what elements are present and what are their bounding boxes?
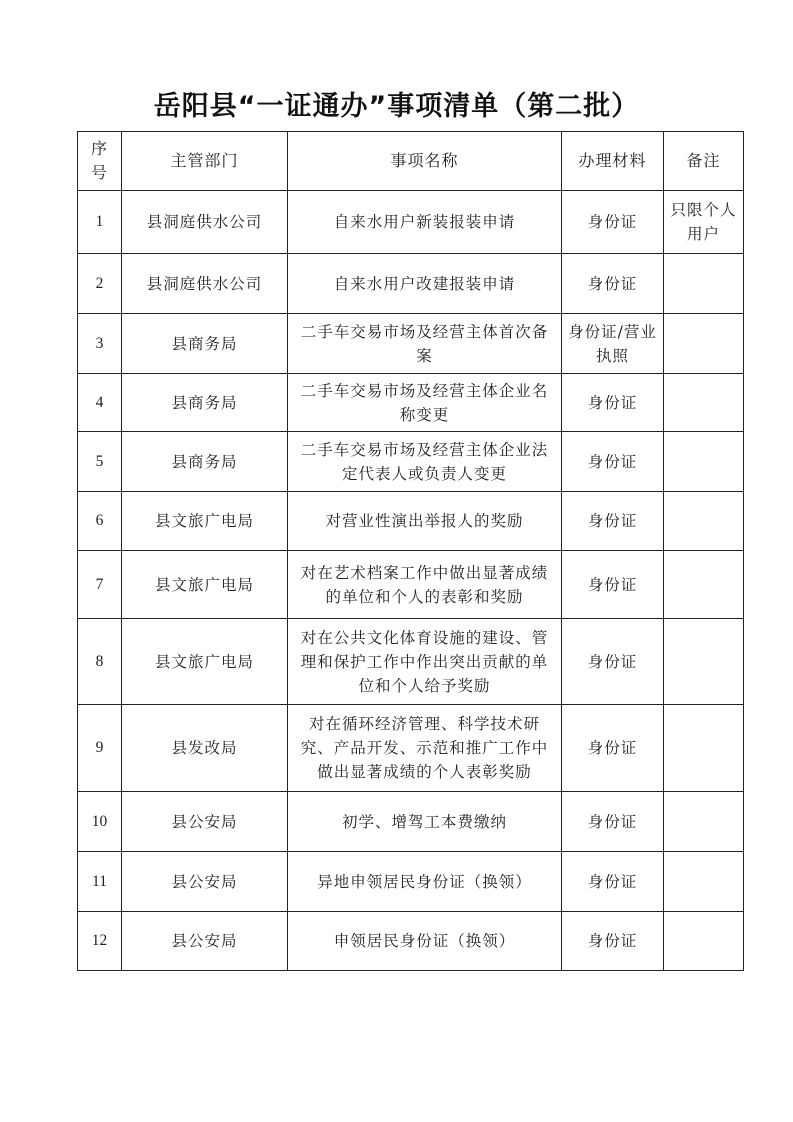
row-department: 县商务局 (122, 314, 288, 374)
row-index: 5 (78, 432, 122, 492)
row-materials: 身份证/营业执照 (562, 314, 664, 374)
table-row (78, 619, 744, 705)
row-notes (664, 619, 744, 705)
items-table (77, 131, 744, 971)
row-notes (664, 254, 744, 314)
table-row (78, 492, 744, 551)
row-notes (664, 792, 744, 852)
row-materials: 身份证 (562, 705, 664, 792)
table-row (78, 912, 744, 971)
row-index: 7 (78, 551, 122, 619)
row-item: 自来水用户新装报装申请 (288, 191, 562, 254)
page-title: 岳阳县“一证通办”事项清单（第二批） (153, 91, 640, 122)
table-row (78, 852, 744, 912)
row-notes (664, 551, 744, 619)
header-item: 事项名称 (288, 132, 562, 191)
header-index: 序号 (78, 132, 122, 191)
row-department: 县公安局 (122, 792, 288, 852)
table-header-row (78, 132, 744, 191)
row-materials: 身份证 (562, 191, 664, 254)
row-notes (664, 432, 744, 492)
row-department: 县文旅广电局 (122, 551, 288, 619)
row-notes: 只限个人用户 (664, 191, 744, 254)
row-item: 二手车交易市场及经营主体首次备案 (288, 314, 562, 374)
row-notes (664, 912, 744, 971)
row-index: 10 (78, 792, 122, 852)
row-item: 二手车交易市场及经营主体企业法定代表人或负责人变更 (288, 432, 562, 492)
row-materials: 身份证 (562, 492, 664, 551)
row-department: 县文旅广电局 (122, 619, 288, 705)
row-item: 对营业性演出举报人的奖励 (288, 492, 562, 551)
table-row (78, 792, 744, 852)
row-department: 县洞庭供水公司 (122, 254, 288, 314)
row-item: 异地申领居民身份证（换领） (288, 852, 562, 912)
row-materials: 身份证 (562, 912, 664, 971)
row-item: 申领居民身份证（换领） (288, 912, 562, 971)
row-materials: 身份证 (562, 551, 664, 619)
row-materials: 身份证 (562, 254, 664, 314)
row-index: 2 (78, 254, 122, 314)
header-materials: 办理材料 (562, 132, 664, 191)
row-materials: 身份证 (562, 374, 664, 432)
row-index: 8 (78, 619, 122, 705)
row-department: 县发改局 (122, 705, 288, 792)
table-row (78, 432, 744, 492)
row-item: 对在公共文化体育设施的建设、管理和保护工作中作出突出贡献的单位和个人给予奖励 (288, 619, 562, 705)
table-row (78, 551, 744, 619)
row-notes (664, 492, 744, 551)
row-materials: 身份证 (562, 432, 664, 492)
row-index: 9 (78, 705, 122, 792)
row-item: 自来水用户改建报装申请 (288, 254, 562, 314)
row-index: 11 (78, 852, 122, 912)
table-row (78, 705, 744, 792)
row-department: 县公安局 (122, 912, 288, 971)
row-item: 对在艺术档案工作中做出显著成绩的单位和个人的表彰和奖励 (288, 551, 562, 619)
table-row (78, 374, 744, 432)
table-row (78, 254, 744, 314)
row-department: 县文旅广电局 (122, 492, 288, 551)
row-index: 1 (78, 191, 122, 254)
row-department: 县公安局 (122, 852, 288, 912)
table-row (78, 191, 744, 254)
row-index: 6 (78, 492, 122, 551)
row-materials: 身份证 (562, 619, 664, 705)
row-notes (664, 705, 744, 792)
row-item: 对在循环经济管理、科学技术研究、产品开发、示范和推广工作中做出显著成绩的个人表彰奖励 (288, 705, 562, 792)
row-index: 4 (78, 374, 122, 432)
header-department: 主管部门 (122, 132, 288, 191)
row-materials: 身份证 (562, 792, 664, 852)
row-notes (664, 374, 744, 432)
header-notes: 备注 (664, 132, 744, 191)
row-index: 3 (78, 314, 122, 374)
row-notes (664, 314, 744, 374)
row-department: 县商务局 (122, 374, 288, 432)
row-item: 二手车交易市场及经营主体企业名称变更 (288, 374, 562, 432)
table-row (78, 314, 744, 374)
row-index: 12 (78, 912, 122, 971)
row-notes (664, 852, 744, 912)
row-materials: 身份证 (562, 852, 664, 912)
row-department: 县商务局 (122, 432, 288, 492)
row-department: 县洞庭供水公司 (122, 191, 288, 254)
row-item: 初学、增驾工本费缴纳 (288, 792, 562, 852)
